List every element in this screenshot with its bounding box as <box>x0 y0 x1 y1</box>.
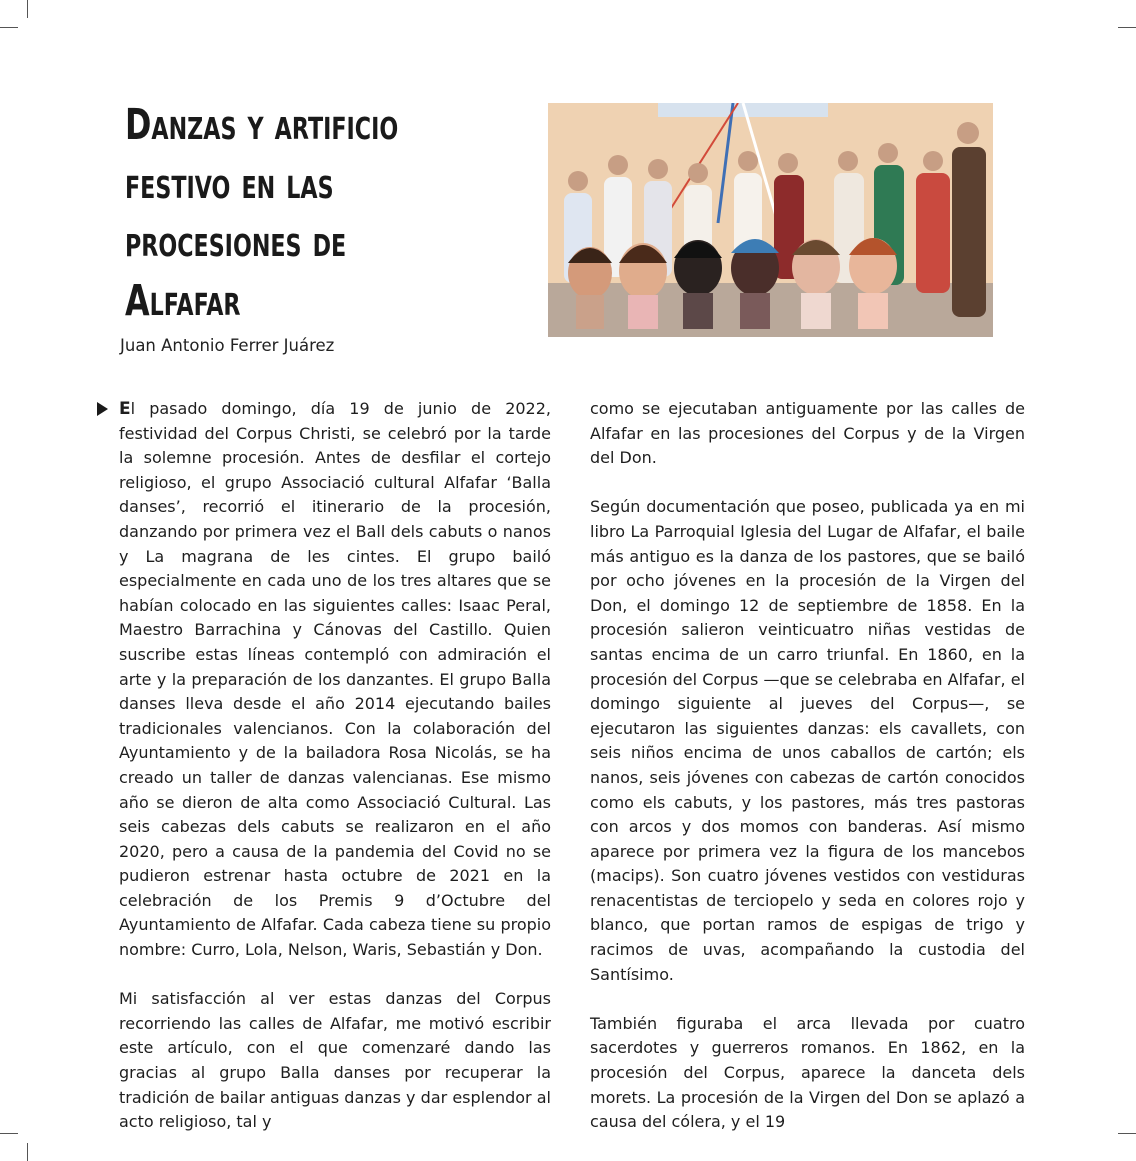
body-paragraph: Según documentación que poseo, publicada ya en mi libro La Parroquial Iglesia del Lugar de Alfafar, el baile más antiguo es la danza de los pastores, que se bailó por ocho jóvenes en la procesión de la Virgen del Don, el domingo 12 de septiembre de 1858. En la procesión salieron veinticuatro niñas vestidas de santas encima de un carro triunfal. En 1860, en la procesión del Corpus —que se celebraba en Alfafar, el domingo siguiente al jueves del Corpus—, se ejecutaron las siguientes danzas: els cavallets, con seis niños encima de unos caballos de cartón; els nanos, seis jóvenes con cabezas de cartón conocidos como els cabuts, y los pastores, más tres pastoras con arcos y dos momos con banderas. Así mismo aparece por primera vez la figura de los mancebos (macips). Son cuatro jóvenes vestidos con vestiduras renacentistas de terciopelo y seda en colores rojo y blanco, que portan ramos de espigas de trigo y racimos de uvas, acompañando la custodia del Santísimo. <box>590 497 1025 984</box>
crop-mark-top-left-h <box>0 27 18 28</box>
procession-photo <box>548 103 993 337</box>
body-column-left <box>119 397 551 1135</box>
initial-letter: E <box>119 399 131 419</box>
photo-illustration <box>548 103 993 337</box>
crop-mark-bottom-left-v <box>27 1143 28 1161</box>
title-line: Alfafar <box>125 275 241 326</box>
paragraph-text: l pasado domingo, día 19 de junio de 2022, festividad del Corpus Christi, se celebró por la tarde la solemne procesión. Antes de desfilar el cortejo religioso, el grupo Associació cultural Alfafar ‘Balla danses’, recorrió el itinerario de la procesión, danzando por primera vez el Ball dels cabuts o nanos y La magrana de les cintes. El grupo bailó especialmente en cada uno de los tres altares que se habían colocado en las siguientes calles: Isaac Peral, Maestro Barrachina y Cánovas del Castillo. Quien suscribe estas líneas contempló con admiración el arte y la preparación de los danzantes. El grupo Balla danses lleva desde el año 2014 ejecutando bailes tradicionales valencianos. Con la colaboración del Ayuntamiento y de la bailadora Rosa Nicolás, se ha creado un taller de danzas valencianas. Ese mismo año se dieron de alta como Associació Cultural. Las seis cabezas dels cabuts se realizaron en el año 2020, pero a causa de la pandemia del Covid no se pudieron estrenar hasta octubre de 2021 en la celebración de los Premis 9 d’Octubre del Ayuntamiento de Alfafar. Cada cabeza tiene su propio nombre: Curro, Lola, Nelson, Waris, Sebastián y Don. <box>119 399 551 960</box>
title-line: procesiones de <box>125 217 347 267</box>
paragraph-marker-icon <box>97 402 108 416</box>
body-paragraph: También figuraba el arca llevada por cuatro sacerdotes y guerreros romanos. En 1862, en la procesión del Corpus, aparece la danceta dels morets. La procesión de la Virgen del Don se aplazó a causa del cólera, y el 19 <box>590 1013 1025 1132</box>
crop-mark-top-right-h <box>1118 27 1136 28</box>
crop-mark-top-left-v <box>27 0 28 18</box>
body-paragraph <box>119 397 551 963</box>
crop-mark-bottom-right-h <box>1118 1133 1136 1134</box>
body-paragraph: como se ejecutaban antiguamente por las calles de Alfafar en las procesiones del Corpus y de la Virgen del Don. <box>590 399 1025 468</box>
body-column-right <box>590 397 1025 1135</box>
crop-mark-bottom-left-h <box>0 1133 18 1134</box>
author-byline: Juan Antonio Ferrer Juárez <box>120 336 335 355</box>
title-line: festivo en las <box>125 158 334 209</box>
body-paragraph: Mi satisfacción al ver estas danzas del Corpus recorriendo las calles de Alfafar, me motivó escribir este artículo, con el que comenzaré dando las gracias al grupo Balla danses por recuperar la tradición de bailar antiguas danzas y dar esplendor al acto religioso, tal y <box>119 989 551 1132</box>
article-title <box>125 96 525 330</box>
title-line: Danzas y artificio <box>125 100 399 150</box>
